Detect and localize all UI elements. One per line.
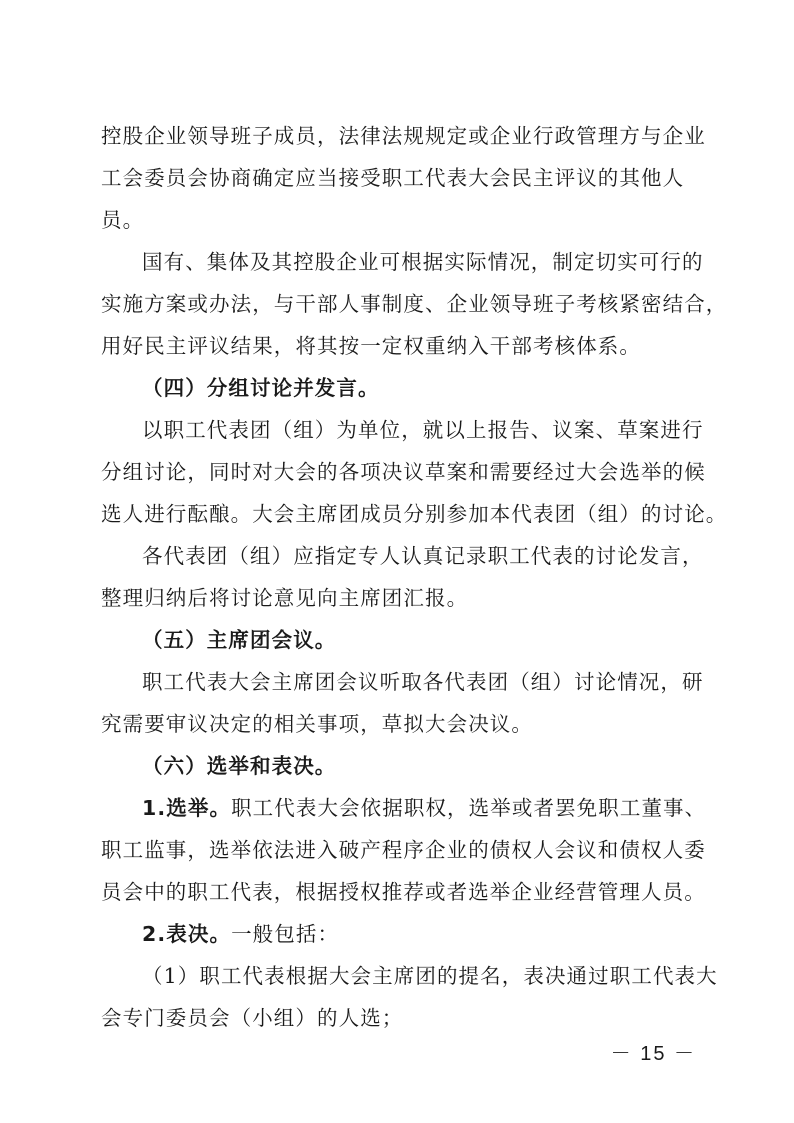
body-text-line: 用好民主评议结果，将其按一定权重纳入干部考核体系。 [101,334,641,358]
body-text-line: 实施方案或办法，与干部人事制度、企业领导班子考核紧密结合， [101,292,728,316]
body-text-line: 工会委员会协商确定应当接受职工代表大会民主评议的其他人 [101,166,685,190]
item-label: 2.表决。 [142,922,232,946]
body-text-line: 究需要审议决定的相关事项，草拟大会决议。 [101,712,533,736]
item-text: 一般包括： [231,922,340,946]
section-heading: （四）分组讨论并发言。 [142,376,380,400]
body-text-line: 国有、集体及其控股企业可根据实际情况，制定切实可行的 [142,250,704,274]
body-text-line: 分组讨论，同时对大会的各项决议草案和需要经过大会选举的候 [101,460,706,484]
body-text-line: 职工代表大会主席团会议听取各代表团（组）讨论情况，研 [142,670,704,694]
item-text: 职工代表大会依据职权，选举或者罢免职工董事、 [231,796,707,820]
body-text-line: 控股企业领导班子成员，法律法规规定或企业行政管理方与企业 [101,124,706,148]
body-text-line: 各代表团（组）应指定专人认真记录职工代表的讨论发言， [142,544,704,568]
section-heading: （五）主席团会议。 [142,628,337,652]
body-text-line: 选人进行酝酿。大会主席团成员分别参加本代表团（组）的讨论。 [101,502,728,526]
body-text-line: 会专门委员会（小组）的人选； [101,1006,404,1030]
item-label: 1.选举。 [142,796,232,820]
body-text-line: 整理归纳后将讨论意见向主席团汇报。 [101,586,469,610]
body-text-line: 职工监事，选举依法进入破产程序企业的债权人会议和债权人委 [101,838,706,862]
page-number: － 15 － [610,1043,696,1065]
item-paragraph-line [142,919,702,949]
body-text-line: 员会中的职工代表，根据授权推荐或者选举企业经营管理人员。 [101,880,706,904]
body-text-line: 员。 [101,208,145,232]
body-text-line: （1）职工代表根据大会主席团的提名，表决通过职工代表大 [142,964,718,988]
section-heading: （六）选举和表决。 [142,754,337,778]
item-paragraph-line [142,793,707,823]
body-text-line: 以职工代表团（组）为单位，就以上报告、议案、草案进行 [142,418,704,442]
